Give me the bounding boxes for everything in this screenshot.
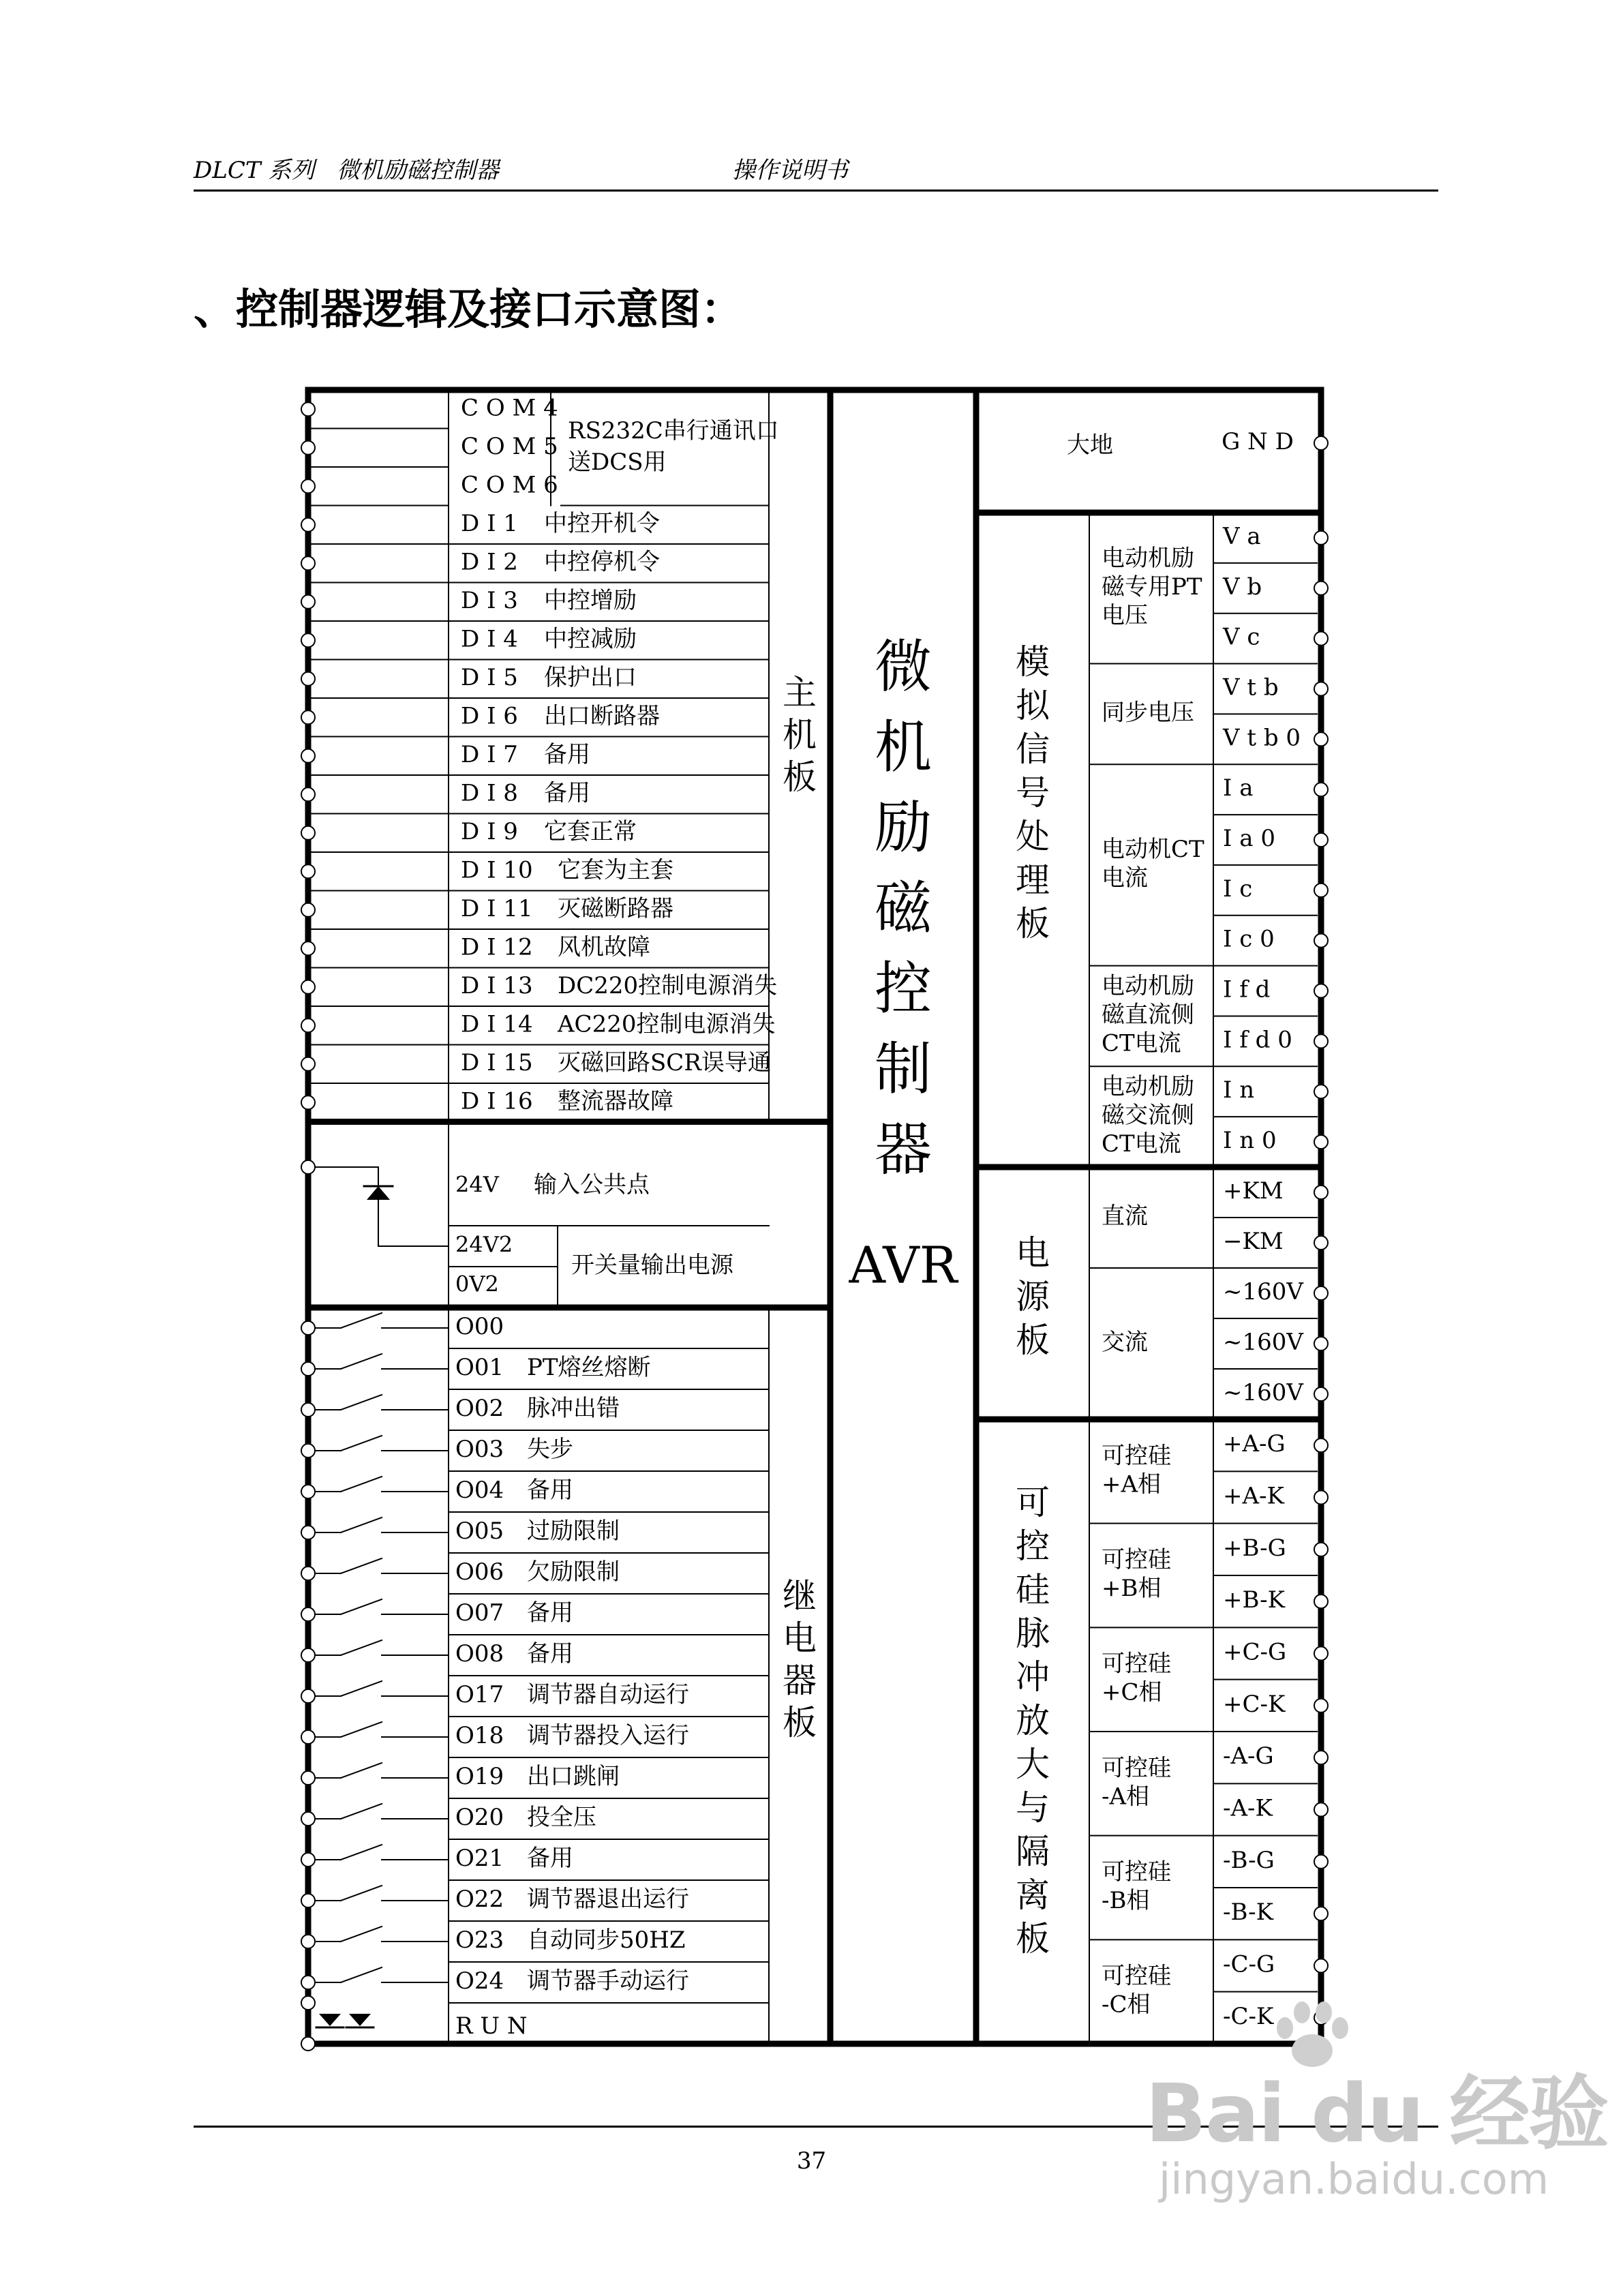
scr-group-label: 可控硅 (1102, 1650, 1171, 1678)
controller-title: 器 (874, 1116, 932, 1183)
terminal-icon (301, 1321, 315, 1335)
terminal-icon (301, 749, 315, 763)
di-label: AC220控制电源消失 (558, 1010, 776, 1038)
relay-board-label: 板 (783, 1703, 817, 1742)
analog-group-label: 电动机励 (1102, 972, 1194, 1000)
analog-signal: I a 0 (1223, 825, 1275, 852)
terminal-icon (301, 441, 315, 455)
scr-board-label: 控 (1016, 1526, 1050, 1566)
terminal-icon (301, 1853, 315, 1867)
analog-board-label: 拟 (1016, 686, 1050, 725)
scr-signal: +B-G (1223, 1534, 1286, 1562)
relay-label: 失步 (527, 1436, 573, 1463)
relay-code: O23 (455, 1927, 504, 1954)
scr-signal: +A-K (1223, 1482, 1284, 1510)
watermark-url: jingyan.baidu.com (1159, 2154, 1549, 2204)
di-label: 中控减励 (544, 625, 637, 653)
di-label: DC220控制电源消失 (558, 971, 778, 999)
header-product: 微机励磁控制器 (337, 157, 499, 184)
terminal-icon (301, 1485, 315, 1498)
relay-label: 过励限制 (527, 1517, 620, 1545)
terminal-icon (1314, 1438, 1328, 1452)
watermark-brand: Bai du 经验 (1145, 2066, 1608, 2160)
main-board-label: 板 (783, 757, 817, 797)
analog-group-label: 电流 (1102, 864, 1148, 892)
analog-board-label: 理 (1016, 860, 1050, 900)
terminal-icon (301, 1444, 315, 1457)
controller-title: 控 (874, 955, 932, 1022)
controller-title: 制 (874, 1036, 932, 1102)
diagram-lines (308, 390, 1321, 2044)
scr-group-label: 可控硅 (1102, 1442, 1171, 1470)
di-label: 它套为主套 (558, 856, 673, 884)
relay-code: O21 (455, 1845, 504, 1872)
terminal-icon (301, 1894, 315, 1907)
scr-board-label: 与 (1016, 1788, 1050, 1828)
relay-code: O01 (455, 1354, 504, 1381)
relay-label: 备用 (527, 1640, 573, 1667)
power-signal: ~160V (1223, 1379, 1303, 1406)
analog-signal: I n (1223, 1076, 1255, 1104)
di-label: 中控开机令 (544, 509, 660, 537)
scr-board-label: 放 (1016, 1701, 1050, 1740)
terminal-icon (1314, 1387, 1328, 1401)
terminal-icon (301, 633, 315, 647)
contact-blade (341, 1763, 382, 1778)
analog-group-label: 磁直流侧 (1102, 1001, 1194, 1029)
terminal-icon (301, 903, 315, 917)
power-group-label: 交流 (1102, 1329, 1148, 1356)
scr-board-label: 离 (1016, 1875, 1050, 1915)
terminal-icon (301, 402, 315, 416)
scr-group-label: 可控硅 (1102, 1858, 1171, 1886)
terminal-icon (301, 2037, 315, 2051)
analog-board-label: 模 (1016, 642, 1050, 682)
analog-group-label: 同步电压 (1102, 699, 1194, 727)
terminal-icon (1314, 984, 1328, 998)
di-code: D I 4 (461, 625, 518, 653)
scr-signal: -C-K (1223, 2002, 1274, 2030)
power-signal: ~160V (1223, 1278, 1303, 1305)
led-icon (319, 2014, 341, 2026)
analog-group-label: 电动机励 (1102, 544, 1194, 572)
relay-code: O18 (455, 1722, 504, 1749)
analog-signal: V b (1223, 573, 1262, 601)
terminal-icon (1314, 1803, 1328, 1817)
di-label: 出口断路器 (544, 702, 660, 730)
terminal-icon (301, 941, 315, 955)
contact-blade (341, 1722, 382, 1737)
scr-board-label: 大 (1016, 1744, 1050, 1784)
relay-label: 调节器退出运行 (527, 1886, 689, 1913)
terminal-icon (1314, 1185, 1328, 1199)
terminal-icon (301, 1771, 315, 1785)
terminal-icon (301, 787, 315, 801)
power-signal: −KM (1223, 1228, 1284, 1255)
relay-board-label: 电 (783, 1618, 817, 1658)
terminal-icon (301, 595, 315, 609)
analog-signal: V t b (1223, 674, 1279, 701)
main-board-label: 主 (783, 673, 817, 712)
terminal-icon (301, 1689, 315, 1703)
terminal-icon (1314, 1034, 1328, 1048)
relay-code: O08 (455, 1640, 504, 1667)
scr-group-label: +B相 (1102, 1575, 1162, 1602)
terminal-icon (1314, 732, 1328, 746)
di-label: 中控停机令 (544, 548, 660, 576)
relay-code: O19 (455, 1763, 504, 1790)
terminal-icon (301, 1607, 315, 1621)
power-signal: +KM (1223, 1177, 1284, 1205)
terminal-icon (1314, 632, 1328, 646)
controller-title: 机 (874, 714, 932, 781)
contact-blade (341, 1558, 382, 1573)
contact-blade (341, 1599, 382, 1614)
terminal-icon (301, 1730, 315, 1744)
relay-code: O05 (455, 1517, 504, 1545)
terminal-icon (1314, 1855, 1328, 1869)
psu-24v: 24V (455, 1171, 499, 1198)
terminal-icon (1314, 581, 1328, 595)
terminal-icon (1314, 1543, 1328, 1556)
scr-board-label: 隔 (1016, 1832, 1050, 1871)
relay-code: O20 (455, 1804, 504, 1831)
scr-group-label: 可控硅 (1102, 1754, 1171, 1782)
terminal-icon (1314, 833, 1328, 847)
contact-blade (341, 1313, 382, 1328)
terminal-icon (301, 479, 315, 493)
terminal-icon (1314, 1286, 1328, 1300)
contact-blade (341, 1640, 382, 1655)
gnd-label: 大地 (1067, 432, 1113, 459)
di-code: D I 13 (461, 971, 533, 999)
terminal-icon (1314, 934, 1328, 948)
di-label: 备用 (544, 740, 590, 768)
relay-code: O00 (455, 1313, 504, 1340)
terminal-icon (1314, 436, 1328, 450)
contact-blade (341, 1395, 382, 1410)
com-port-label: C O M 5 (461, 432, 558, 460)
psu-24v-label: 输入公共点 (534, 1171, 650, 1198)
diagram-text (455, 394, 1304, 2040)
relay-code: O04 (455, 1477, 504, 1504)
analog-board-label: 信 (1016, 729, 1050, 769)
analog-board-label: 号 (1016, 773, 1050, 813)
terminal-icon (1314, 1135, 1328, 1149)
relay-label: 调节器手动运行 (527, 1967, 689, 1995)
terminal-icon (301, 556, 315, 570)
terminal-icon (301, 518, 315, 532)
terminal-icon (1314, 1085, 1328, 1098)
terminal-icon (301, 1935, 315, 1948)
relay-code: O17 (455, 1681, 504, 1708)
di-code: D I 8 (461, 779, 518, 807)
scr-group-label: 可控硅 (1102, 1962, 1171, 1990)
power-signal: ~160V (1223, 1329, 1303, 1356)
analog-group-label: 电动机励 (1102, 1073, 1194, 1101)
terminal-icon (301, 710, 315, 724)
terminal-icon (1314, 1959, 1328, 1973)
contact-blade (341, 1517, 382, 1532)
contact-blade (341, 1967, 382, 1982)
analog-signal: I c (1223, 875, 1253, 903)
controller-title: 励 (874, 794, 932, 861)
contact-blade (341, 1804, 382, 1819)
terminal-icon (1314, 1491, 1328, 1505)
relay-code: O06 (455, 1558, 504, 1586)
relay-label: 调节器投入运行 (527, 1722, 689, 1749)
di-code: D I 16 (461, 1087, 533, 1115)
analog-signal: V c (1223, 623, 1260, 651)
terminal-icon (301, 1567, 315, 1580)
relay-label: PT熔丝熔断 (527, 1354, 651, 1381)
terminal-icon (1314, 1236, 1328, 1250)
contact-blade (341, 1681, 382, 1696)
relay-label: 备用 (527, 1599, 573, 1627)
power-board-label: 电 (1016, 1233, 1050, 1273)
relay-label: 备用 (527, 1845, 573, 1872)
analog-signal: I f d 0 (1223, 1026, 1292, 1054)
scr-board-label: 硅 (1016, 1570, 1050, 1610)
scr-signal: -B-G (1223, 1846, 1275, 1874)
power-group-label: 直流 (1102, 1203, 1148, 1230)
contact-blade (341, 1436, 382, 1451)
terminal-icon (301, 1362, 315, 1376)
di-code: D I 12 (461, 933, 533, 961)
scr-group-label: +A相 (1102, 1470, 1162, 1498)
terminal-icon (301, 1160, 315, 1174)
relay-code: O02 (455, 1395, 504, 1422)
relay-label: 自动同步50HZ (527, 1927, 686, 1954)
analog-signal: I a (1223, 774, 1254, 802)
di-code: D I 15 (461, 1048, 533, 1076)
terminal-icon (1314, 783, 1328, 796)
terminal-icon (1314, 1699, 1328, 1712)
di-label: 灭磁回路SCR误导通 (558, 1048, 771, 1076)
terminal-icon (301, 864, 315, 878)
analog-group-label: 电动机CT (1102, 835, 1204, 863)
led-icon (349, 2014, 371, 2026)
scr-group-label: -A相 (1102, 1783, 1150, 1811)
analog-group-label: 电压 (1102, 601, 1148, 629)
header-doc: 操作说明书 (732, 157, 848, 184)
scr-board-label: 脉 (1016, 1614, 1050, 1653)
com-port-label: C O M 6 (461, 471, 558, 499)
terminal-icon (301, 826, 315, 840)
di-code: D I 10 (461, 856, 533, 884)
relay-code: O22 (455, 1886, 504, 1913)
terminal-icon (301, 1812, 315, 1826)
relay-label: 备用 (527, 1477, 573, 1504)
terminal-icon (1314, 1751, 1328, 1764)
scr-signal: +C-G (1223, 1638, 1287, 1666)
scr-board-label: 可 (1016, 1483, 1050, 1522)
scr-signal: -A-G (1223, 1742, 1274, 1770)
di-code: D I 14 (461, 1010, 533, 1038)
di-label: 备用 (544, 779, 590, 807)
analog-signal: I f d (1223, 976, 1271, 1003)
relay-code: O07 (455, 1599, 504, 1627)
di-label: 保护出口 (544, 663, 637, 691)
diode-icon (367, 1186, 390, 1200)
di-label: 灭磁断路器 (558, 894, 673, 922)
contact-blade (341, 1845, 382, 1860)
analog-group-label: CT电流 (1102, 1029, 1181, 1057)
terminal-icon (1314, 531, 1328, 545)
scr-board-label: 冲 (1016, 1657, 1050, 1697)
power-board-label: 板 (1016, 1320, 1050, 1360)
terminal-icon (301, 1648, 315, 1662)
di-code: D I 5 (461, 663, 518, 691)
analog-signal: V t b 0 (1223, 724, 1301, 752)
analog-signal: V a (1223, 522, 1261, 550)
page-number: 37 (796, 2147, 827, 2175)
psu-output-label: 开关量输出电源 (571, 1252, 733, 1279)
terminal-icon (1314, 1337, 1328, 1350)
terminal-icon (301, 1403, 315, 1417)
terminal-icon (1314, 682, 1328, 695)
com-desc: 送DCS用 (568, 449, 667, 476)
controller-title: 磁 (874, 875, 932, 941)
terminal-icon (301, 1526, 315, 1539)
relay-label: 欠励限制 (527, 1558, 620, 1586)
terminal-icon (1314, 1647, 1328, 1661)
contact-blade (341, 1354, 382, 1369)
relay-label: 出口跳闸 (527, 1763, 620, 1790)
scr-signal: -A-K (1223, 1794, 1273, 1822)
di-code: D I 11 (461, 894, 533, 922)
scr-signal: -C-G (1223, 1950, 1275, 1978)
di-label: 中控增励 (544, 586, 637, 614)
avr-label: AVR (849, 1236, 958, 1295)
scr-group-label: 可控硅 (1102, 1546, 1171, 1573)
terminal-icon (301, 1057, 315, 1071)
main-board-label: 机 (783, 715, 817, 755)
analog-board-label: 处 (1016, 817, 1050, 856)
terminal-icon (1314, 883, 1328, 897)
run-label: R U N (455, 2012, 528, 2040)
di-code: D I 3 (461, 586, 518, 614)
analog-board-label: 板 (1016, 904, 1050, 943)
di-label: 整流器故障 (558, 1087, 673, 1115)
psu-24v2: 24V2 (455, 1231, 513, 1258)
terminal-icon (301, 1976, 315, 1989)
scr-signal: +B-K (1223, 1586, 1285, 1614)
power-board-label: 源 (1016, 1277, 1050, 1316)
di-code: D I 7 (461, 740, 518, 768)
controller-title: 微 (874, 633, 932, 700)
terminal-icon (301, 1018, 315, 1032)
section-title: 、控制器逻辑及接口示意图： (194, 284, 744, 334)
scr-group-label: +C相 (1102, 1678, 1162, 1706)
scr-board-label: 板 (1016, 1919, 1050, 1959)
scr-signal: +C-K (1223, 1690, 1286, 1718)
psu-0v2: 0V2 (455, 1271, 499, 1297)
analog-signal: I n 0 (1223, 1127, 1277, 1155)
contact-blade (341, 1927, 382, 1942)
relay-label: 投全压 (527, 1804, 596, 1831)
gnd-code: G N D (1222, 428, 1294, 455)
terminal-icon (1314, 1595, 1328, 1608)
di-code: D I 6 (461, 702, 518, 730)
terminal-icon (301, 980, 315, 994)
scr-signal: +A-G (1223, 1430, 1286, 1458)
di-label: 它套正常 (544, 817, 637, 845)
header-series: DLCT 系列 (194, 157, 315, 184)
analog-group-label: 磁专用PT (1102, 573, 1202, 601)
di-code: D I 2 (461, 548, 518, 576)
terminal-icon (301, 1996, 315, 2010)
di-code: D I 1 (461, 509, 518, 537)
contact-blade (341, 1477, 382, 1492)
terminal-icon (301, 672, 315, 686)
relay-code: O03 (455, 1436, 504, 1463)
scr-signal: -B-K (1223, 1899, 1273, 1927)
contact-blade (341, 1886, 382, 1901)
com-port-label: C O M 4 (461, 394, 558, 422)
scr-group-label: -C相 (1102, 1991, 1151, 2019)
di-label: 风机故障 (558, 933, 650, 961)
relay-board-label: 器 (783, 1661, 817, 1700)
analog-signal: I c 0 (1223, 925, 1275, 953)
analog-group-label: 磁交流侧 (1102, 1102, 1194, 1130)
relay-code: O24 (455, 1967, 504, 1995)
di-code: D I 9 (461, 817, 518, 845)
terminal-icon (301, 1096, 315, 1109)
relay-label: 调节器自动运行 (527, 1681, 689, 1708)
analog-group-label: CT电流 (1102, 1130, 1181, 1158)
terminal-icon (1314, 1907, 1328, 1920)
com-desc: RS232C串行通讯口 (568, 417, 779, 444)
relay-board-label: 继 (783, 1576, 817, 1616)
scr-group-label: -B相 (1102, 1887, 1150, 1914)
relay-label: 脉冲出错 (527, 1395, 620, 1422)
